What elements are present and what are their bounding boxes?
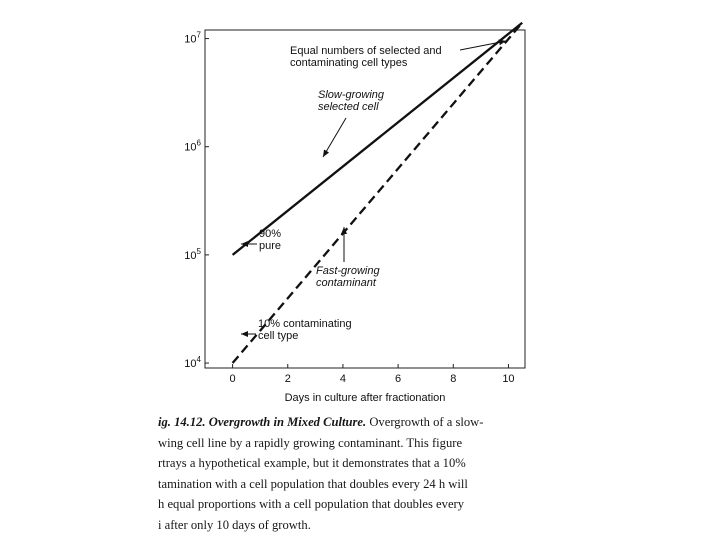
plot-frame — [205, 30, 525, 368]
annotation-fast-growing-line-1: Fast-growing — [316, 265, 380, 277]
caption-line-1: Overgrowth of a slow- — [366, 415, 484, 429]
x-axis-title: Days in culture after fractionation — [284, 392, 446, 404]
y-tick-base-3: 10 — [184, 33, 197, 46]
annotation-10-contaminating-line-2: cell type — [258, 330, 299, 342]
annotation-equal-numbers-line-1: Equal numbers of selected and — [290, 45, 442, 57]
annotation-90-pure-line-2: pure — [259, 240, 282, 252]
y-tick-label-2 — [184, 139, 201, 154]
y-tick-exp-0: 4 — [196, 355, 201, 365]
caption-line-2: wing cell line by a rapidly growing contaminant. This figure — [158, 435, 463, 450]
figure-caption — [158, 412, 533, 535]
y-tick-label-3 — [184, 31, 201, 46]
arrow-slow-growing — [323, 118, 346, 157]
y-tick-label-0 — [184, 355, 201, 370]
caption-line-5: h equal proportions with a cell population that doubles every — [158, 497, 465, 511]
annotation-slow-growing-line-1: Slow-growing — [318, 89, 385, 101]
caption-title: ig. 14.12. Overgrowth in Mixed Culture. — [158, 415, 367, 429]
y-tick-base-0: 10 — [184, 358, 197, 371]
x-tick-label-4: 8 — [450, 373, 457, 385]
y-tick-label-1 — [184, 247, 201, 262]
y-tick-exp-2: 6 — [196, 138, 201, 148]
series-line-fast-growing — [233, 23, 523, 363]
y-tick-base-2: 10 — [184, 141, 197, 154]
annotation-slow-growing-line-2: selected cell — [318, 101, 379, 113]
annotation-equal-numbers-line-2: contaminating cell types — [290, 57, 408, 69]
x-tick-label-3: 6 — [395, 373, 402, 385]
x-tick-label-5: 10 — [502, 373, 515, 385]
y-tick-exp-1: 5 — [196, 246, 201, 256]
annotation-90-pure-line-1: 90% — [259, 228, 282, 240]
annotation-fast-growing-line-2: contaminant — [316, 277, 376, 289]
x-tick-label-1: 2 — [284, 373, 291, 385]
caption-line-6: i after only 10 days of growth. — [158, 517, 311, 532]
annotation-10-contaminating-line-1: 10% contaminating — [258, 318, 352, 330]
caption-line-4: tamination with a cell population that doubles every 24 h will — [158, 476, 468, 491]
x-tick-label-0: 0 — [229, 373, 236, 385]
x-tick-label-2: 4 — [339, 373, 346, 385]
y-tick-base-1: 10 — [184, 249, 197, 262]
caption-line-3: rtrays a hypothetical example, but it demonstrates that a 10% — [158, 456, 466, 470]
y-tick-exp-3: 7 — [196, 30, 201, 40]
